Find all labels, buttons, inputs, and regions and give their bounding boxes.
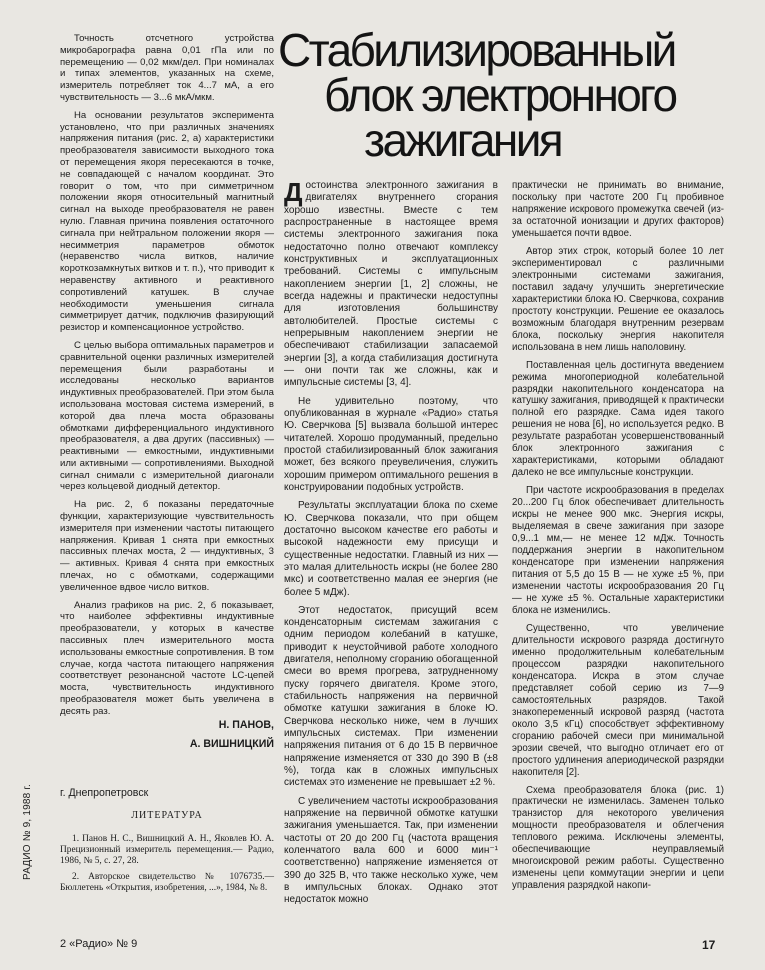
headline-line-2: блок электронного bbox=[324, 69, 676, 121]
paragraph: Результаты эксплуатации блока по схеме Ю. Сверчкова показали, что при общем достаточно высоком качестве его работы и высокой надежности ему присущи и существенные недостатки. Главный из них — это малая длительность искры (не более 280 мкс) и соответственно малая ее энергия (не более 5 мДж). bbox=[284, 500, 498, 598]
author-name-2: А. ВИШНИЦКИЙ bbox=[189, 737, 274, 750]
paragraph: Точность отсчетного устройства микробарографа равна 0,01 гПа или по перемещению — 0,02 мкм/дел. При номиналах и типах элементов, указанных на схеме, измеритель потребляет ток 4...7 мА, а его чувствительность — 3...6 мкА/мкм. bbox=[60, 33, 274, 103]
paragraph: Анализ графиков на рис. 2, б показывает, что наиболее эффективны индуктивные преобразователи, у которых в качестве пассивных плеч измерительного моста использованы емкостные сопротивления. В том случае, когда частота питающего напряжения соответствует резонансной частоте LC-цепей моста, чувствительность индуктивного преобразователя может быть увеличена в десять раз. bbox=[60, 599, 274, 717]
paragraph: На основании результатов эксперимента установлено, что при различных значениях напряжения питания (рис. 2, а) характеристики преобразователя зависимости выходного тока от перемещения якоря пересекаются в точке, не совпадающей с началом координат. Это говорит о том, что при симметричном положении якоря относительный магнитный сигнал на выходе преобразователя не равен нулю. Главная причина появления остаточного сигнала при нейтральном положении якоря — несимметрия параметров обмоток (неравенство числа витков, наличие короткозамкнутых витков и т. п.), что приводит к неравенству активного и реактивного сопротивлений катушек. В случае необходимости уменьшения сигнала симметрирует датчик, подключив фазирующий резистор и компенсационное устройство. bbox=[60, 109, 274, 334]
paragraph: практически не принимать во внимание, поскольку при частоте 200 Гц пробивное напряжение искрового промежутка свечей (из-за остаточной ионизации и других факторов) уменьшается почти вдвое. bbox=[512, 180, 724, 239]
paragraph: Не удивительно поэтому, что опубликованная в журнале «Радио» статья Ю. Сверчкова [5] вызвала большой интерес читателей. Хорошо продуманный, предельно простой стабилизированный блок зажигания может, без всякого преувеличения, служить хорошим примером оптимального решения в конструировании подобных устройств. bbox=[284, 395, 498, 493]
article-headline bbox=[278, 24, 733, 166]
paragraph: Существенно, что увеличение длительности искрового разряда достигнуто именно продолжительным колебательным процессом разрядки накопительного конденсатора. Искра в этом случае представляет собой серию из 7—9 самостоятельных разрядов. Такой знакопеременный искровой разряд (частота около 3,5 кГц) способствует эффективному сгоранию рабочей смеси при минимальной эрозии свечей, что выгодно отличает его от простого удлинения апериодической разрядки накопителя [2]. bbox=[512, 622, 724, 778]
paragraph-text: остоинства электронного зажигания в двигателях внутреннего сгорания хорошо известны. Вместе с тем распространенные в настоящее время системы электронного зажигания пока недостаточно полно отвечают комплексу конструктивных и эксплуатационных требований. Системы с импульсным накоплением энергии [1, 2] сложны, не всегда надежны и практически недоступны для изготовления большинству автолюбителей. Простые системы с непрерывным накоплением энергии не обеспечивают стабилизации запасаемой энергии [3], а когда стабилизация достигнута — они почти так же сложны, как и импульсные системы [3, 4]. bbox=[284, 180, 498, 389]
paragraph: Автор этих строк, который более 10 лет экспериментировал с различными электронными системами зажигания, поставил задачу улучшить энергетические характеристики блока Ю. Сверчкова, сохранив простоту конструкции. Решение ее оказалось возможным благодаря внутренним резервам блока, поскольку энергия накопителя использована в нем лишь наполовину. bbox=[512, 245, 724, 353]
literature-list bbox=[60, 834, 274, 898]
drop-cap: Д bbox=[284, 177, 303, 207]
issue-side-label: РАДИО № 9, 1988 г. bbox=[22, 784, 33, 880]
paragraph: Поставленная цель достигнута введением режима многопериодной колебательной разрядки накопительного конденсатора на катушку зажигания, приводящей к практически полной его разрядке. Сама идея такого решения не нова [6], но используется редко. В результате разработан усовершенствованный блок электронного зажигания с характеристиками, которыми обладают далеко не все импульсные конструкции. bbox=[512, 359, 724, 479]
literature-title: ЛИТЕРАТУРА bbox=[131, 810, 203, 821]
footer-issue: 2 «Радио» № 9 bbox=[60, 938, 138, 950]
paragraph: Схема преобразователя блока (рис. 1) практически не изменилась. Заменен только транзистор для некоторого увеличения мощности преобразователя и облегчения теплового режима. Исключены элементы, обеспечивающие неуправляемый многоискровой режим работы. Существенно изменены цепи коммутации энергии и цепи управления разрядкой накопи- bbox=[512, 784, 724, 892]
paragraph: С целью выбора оптимальных параметров и сравнительной оценки различных измерителей перемещения были разработаны и исследованы несколько вариантов индуктивных преобразователей. При этом была использована мостовая система измерений, в которой два плеча моста образованы обмотками дифференциального индуктивного преобразователя, а два других (пассивных) — реактивными — емкостными, индуктивными или активными — сопротивлениями. Выходной сигнал снимали с измерительной диагонали через кольцевой диодный детектор. bbox=[60, 339, 274, 493]
page-number: 17 bbox=[702, 938, 716, 952]
paragraph: Этот недостаток, присущий всем конденсаторным системам зажигания с одним периодом колебаний в катушке, приводит к неустойчивой работе холодного двигателя, неполному сгоранию обогащенной смеси во время прогрева, затрудненному пуску горячего двигателя. Кроме этого, стабильность напряжения на первичной обмотке катушки зажигания в блоке Ю. Сверчкова несколько ниже, чем в лучших импульсных системах. При изменении напряжения питания от 6 до 15 В первичное напряжение изменяется от 330 до 390 В (±8 %), тогда как в сложных импульсных системах это изменение не превышает ±2 %. bbox=[284, 604, 498, 789]
literature-item: 1. Панов Н. С., Вишницкий А. Н., Яковлев Ю. А. Прецизионный измеритель перемещения.— Радио, 1986, № 5, с. 27, 28. bbox=[60, 834, 274, 867]
author-name-1: Н. ПАНОВ, bbox=[218, 718, 274, 731]
paragraph: На рис. 2, б показаны передаточные функции, характеризующие чувствительность измерителя при изменении частоты питающего напряжения. Кривая 1 снята при емкостных пассивных плечах моста, 2 — индуктивных, 3 — активных. Кривая 4 снята при емкостных плечах, но с обмотками, содержащими увеличенное вдвое число витков. bbox=[60, 499, 274, 593]
right-column bbox=[512, 180, 724, 898]
left-column bbox=[60, 33, 274, 757]
headline-line-1: Стабилизированный bbox=[278, 24, 675, 76]
literature-item: 2. Авторское свидетельство № 1076735.— Бюллетень «Открытия, изобретения, ...», 1984, № 8. bbox=[60, 871, 274, 893]
paragraph: С увеличением частоты искрообразования напряжение на первичной обмотке катушки зажигания уменьшается. Так, при изменении частоты от 20 до 200 Гц (частота вращения коленчатого вала 600 и 6000 мин⁻¹ соответственно) напряжение изменяется от 390 до 325 В, что также несколько хуже, чем в импульсных блоках. Однако этот недостаток можно bbox=[284, 795, 498, 906]
paragraph bbox=[284, 177, 498, 390]
author-city: г. Днепропетровск bbox=[60, 787, 149, 799]
paragraph: При частоте искрообразования в пределах 20...200 Гц блок обеспечивает длительность искры не менее 900 мкс. Энергия искры, выделяемая в свече зажигания при зазоре 0,9...1 мм,— не менее 12 мДж. Точность поддержания энергии в накопительном конденсаторе при изменении напряжения питания от 5,5 до 15 В — не хуже ±5 %, при изменении частоты искрообразования 20 Гц — не хуже ±5 %. Остальные характеристики блока не изменились. bbox=[512, 485, 724, 616]
headline-line-3: зажигания bbox=[364, 114, 562, 166]
middle-column bbox=[284, 177, 498, 913]
